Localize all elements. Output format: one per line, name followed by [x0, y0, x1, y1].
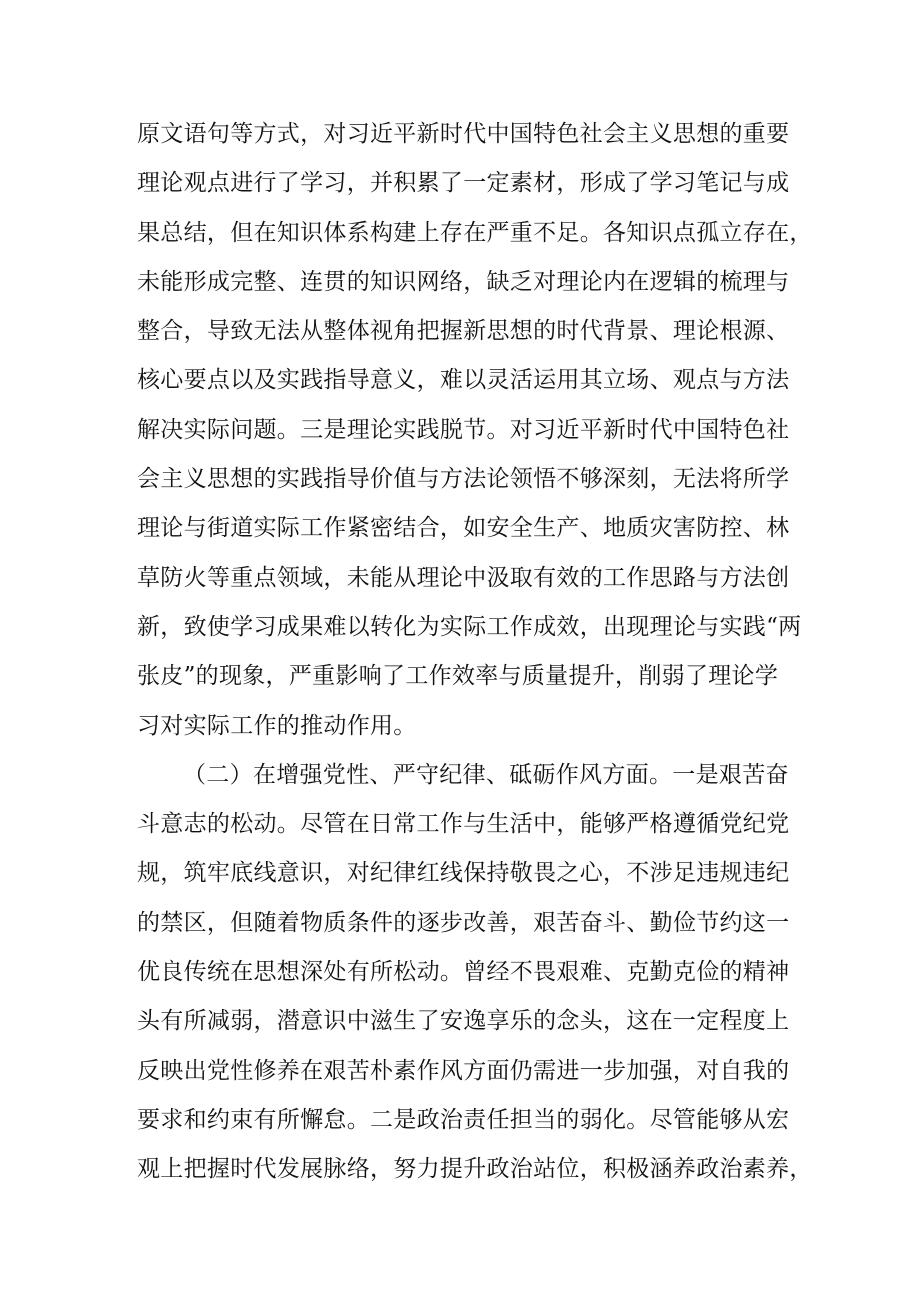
text-line: 头有所减弱，潜意识中滋生了安逸享乐的念头，这在一定程度上 [137, 1008, 790, 1035]
text-line: 要求和约束有所懈怠。二是政治责任担当的弱化。尽管能够从宏 [137, 1106, 790, 1133]
text-line: 整合，导致无法从整体视角把握新思想的时代背景、理论根源、 [137, 318, 790, 345]
text-line: 果总结，但在知识体系构建上存在严重不足。各知识点孤立存在， [137, 219, 813, 246]
text-line: 习对实际工作的推动作用。 [137, 712, 417, 739]
text-line: 原文语句等方式，对习近平新时代中国特色社会主义思想的重要 [137, 121, 790, 147]
text-line: 优良传统在思想深处有所松动。曾经不畏艰难、克勤克俭的精神 [137, 959, 790, 986]
text-line: 观上把握时代发展脉络，努力提升政治站位，积极涵养政治素养， [137, 1156, 813, 1183]
text-line: 理论观点进行了学习，并积累了一定素材，形成了学习笔记与成 [137, 170, 790, 197]
text-line: 张皮”的现象，严重影响了工作效率与质量提升，削弱了理论学 [137, 663, 779, 690]
text-line: 未能形成完整、连贯的知识网络，缺乏对理论内在逻辑的梳理与 [137, 268, 790, 295]
text-line: 会主义思想的实践指导价值与方法论领悟不够深刻，无法将所学 [137, 466, 790, 493]
body-text [137, 110, 813, 1195]
text-line: 核心要点以及实践指导意义，难以灵活运用其立场、观点与方法 [137, 367, 790, 394]
text-line: 反映出党性修养在艰苦朴素作风方面仍需进一步加强，对自我的 [137, 1057, 790, 1084]
text-line: 草防火等重点领域，未能从理论中汲取有效的工作思路与方法创 [137, 564, 790, 591]
text-line: 解决实际问题。三是理论实践脱节。对习近平新时代中国特色社 [137, 416, 790, 443]
text-line: 理论与街道实际工作紧密结合，如安全生产、地质灾害防控、林 [137, 515, 790, 542]
section-heading-line: （二）在增强党性、严守纪律、砥砺作风方面。一是艰苦奋 [183, 761, 789, 788]
text-line: 新，致使学习成果难以转化为实际工作成效，出现理论与实践“两 [137, 613, 802, 640]
text-line: 的禁区，但随着物质条件的逐步改善，艰苦奋斗、勤俭节约这一 [137, 909, 790, 936]
text-line: 规，筑牢底线意识，对纪律红线保持敬畏之心，不涉足违规违纪 [137, 860, 790, 887]
text-line: 斗意志的松动。尽管在日常工作与生活中，能够严格遵循党纪党 [137, 811, 790, 838]
